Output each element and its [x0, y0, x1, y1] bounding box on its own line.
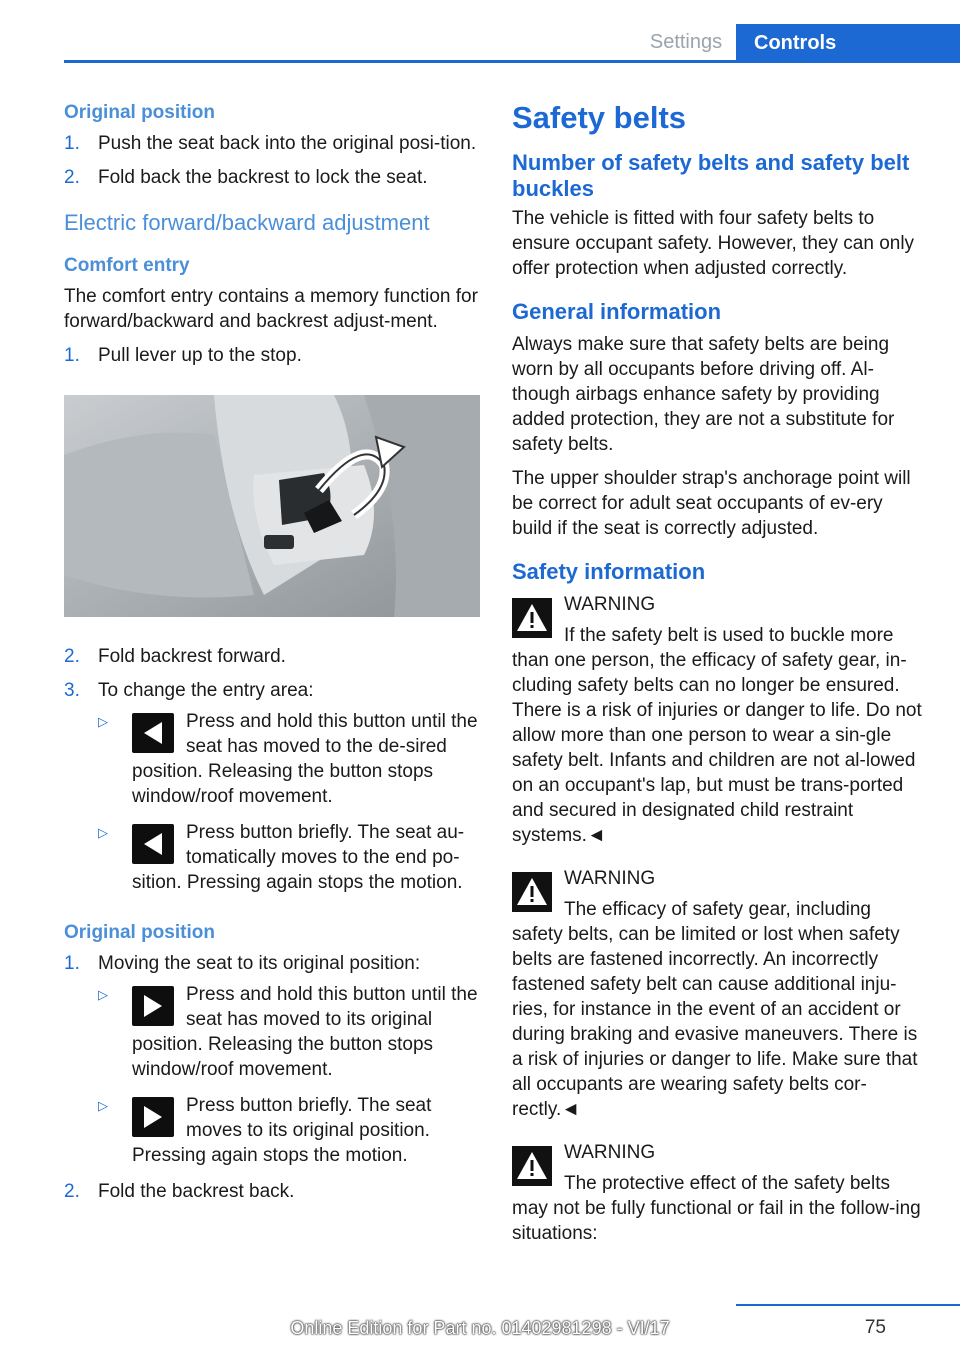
header-section-settings[interactable]: Settings	[649, 31, 723, 53]
warning-label: WARNING	[564, 1142, 656, 1163]
bullet-triangle-icon: ▷	[98, 714, 108, 729]
list-item	[64, 951, 480, 1168]
general-information-text-1: Always make sure that safety belts are being worn by all occupants before driving off. Al-though airbags enhance safety by providing added protection, they are not a substitute for safety belts.	[512, 334, 895, 455]
header-rule	[64, 60, 960, 63]
footer-rule	[736, 1304, 960, 1306]
sub-list-item	[98, 982, 480, 1082]
list-item	[64, 165, 480, 190]
step-text: Fold backrest forward.	[98, 646, 286, 667]
warning-text: The protective effect of the safety belts may not be fully functional or fail in the follow-ing situations:	[512, 1173, 921, 1244]
warning-triangle-icon	[512, 1146, 552, 1186]
list-item	[64, 343, 480, 368]
step-text: Pull lever up to the stop.	[98, 345, 302, 366]
sub-list-item	[98, 709, 480, 809]
list-item	[64, 644, 480, 669]
warning-label: WARNING	[564, 868, 656, 889]
original-position-heading: Original position	[64, 102, 215, 123]
arrow-right-button-icon	[132, 986, 174, 1026]
step-number: 1.	[64, 345, 80, 366]
electric-adjustment-heading: Electric forward/backward adjustment	[64, 210, 430, 235]
footer-edition: Online Edition for Part no. 01402981298 - VI/17	[290, 1318, 670, 1338]
bullet-triangle-icon: ▷	[98, 1098, 108, 1113]
belts-buckles-heading: Number of safety belts and safety belt buckles	[512, 150, 910, 201]
left-column	[64, 100, 480, 1213]
general-information-text-2: The upper shoulder strap's anchorage point will be correct for adult seat occupants of ev-ery build if the seat is correctly adjusted.	[512, 468, 911, 539]
step-text: Fold the backrest back.	[98, 1181, 295, 1202]
arrow-left-button-icon	[132, 713, 174, 753]
warning-triangle-icon	[512, 872, 552, 912]
step-number: 2.	[64, 646, 80, 667]
warning-text: The efficacy of safety gear, including safety belts, can be limited or lost when safety belts are fastened incorrectly. An incorrectly fastened safety belt can cause additional inju-ries, for instance in the event of an accident or during braking and evasive maneuvers. There is a risk of injuries or danger to life. Make sure that all occupants are wearing safety belts cor-rectly.◄	[512, 899, 918, 1120]
warning-block	[512, 866, 926, 1122]
comfort-entry-text: The comfort entry contains a memory function for forward/backward and backrest adjust-ment.	[64, 286, 478, 332]
sub-list-item	[98, 1093, 480, 1168]
arrow-right-button-icon	[132, 1097, 174, 1137]
step-number: 1.	[64, 953, 80, 974]
warning-block	[512, 1140, 926, 1246]
right-column	[512, 100, 926, 1246]
comfort-entry-heading: Comfort entry	[64, 255, 190, 276]
seat-lever-photo	[64, 395, 480, 617]
list-item	[64, 1179, 480, 1204]
bullet-triangle-icon: ▷	[98, 825, 108, 840]
list-item	[64, 131, 480, 156]
step-number: 2.	[64, 1181, 80, 1202]
general-information-heading: General information	[512, 299, 722, 324]
step-text: Moving the seat to its original position:	[98, 953, 421, 974]
list-item	[64, 678, 480, 895]
step-number: 2.	[64, 167, 80, 188]
safety-information-heading: Safety information	[512, 559, 706, 584]
bullet-text: Press button briefly. The seat moves to its original position. Pressing again stops the motion.	[132, 1095, 432, 1166]
arrow-left-button-icon	[132, 824, 174, 864]
step-number: 1.	[64, 133, 80, 154]
bullet-text: Press and hold this button until the seat has moved to its original position. Releasing the button stops window/roof movement.	[132, 984, 478, 1080]
bullet-text: Press and hold this button until the seat has moved to the de-sired position. Releasing the button stops window/roof movement.	[132, 711, 478, 807]
warning-block	[512, 592, 926, 848]
bullet-text: Press button briefly. The seat au-tomatically moves to the end po-sition. Pressing again stops the motion.	[132, 822, 465, 893]
sub-list-item	[98, 820, 480, 895]
step-text: Fold back the backrest to lock the seat.	[98, 167, 428, 188]
step-number: 3.	[64, 680, 80, 701]
bullet-triangle-icon: ▷	[98, 987, 108, 1002]
warning-label: WARNING	[564, 594, 656, 615]
warning-text: If the safety belt is used to buckle more than one person, the efficacy of safety gear, in-cluding safety belts can no longer be ensured. There is a risk of injuries or danger to life. Do not allow more than one person to wear a sin-gle safety belt. Infants and children are not al-lowed on an occupant's lap, but must be trans-ported and secured in designated child restraint systems.◄	[512, 625, 922, 846]
original-position-heading-2: Original position	[64, 922, 215, 943]
step-text: To change the entry area:	[98, 680, 314, 701]
warning-triangle-icon	[512, 598, 552, 638]
header-chapter-controls[interactable]: Controls	[736, 24, 960, 62]
belts-buckles-text: The vehicle is fitted with four safety belts to ensure occupant safety. However, they can only offer protection when adjusted correctly.	[512, 208, 915, 279]
page-number: 75	[864, 1317, 886, 1338]
safety-belts-title: Safety belts	[512, 100, 687, 135]
step-text: Push the seat back into the original posi-tion.	[98, 133, 477, 154]
